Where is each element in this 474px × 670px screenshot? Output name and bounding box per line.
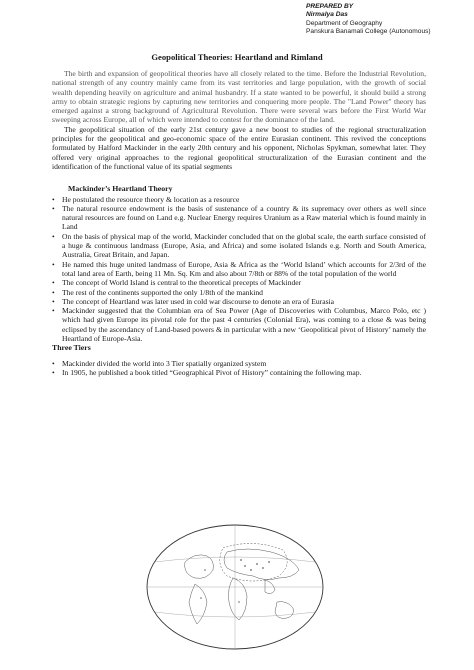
list-item: • The rest of the continents supported the only 1/8th of the mankind xyxy=(52,287,263,297)
author-department: Department of Geography xyxy=(306,19,383,27)
bullet-icon: • xyxy=(52,231,55,241)
bullet-icon: • xyxy=(52,203,55,213)
prepared-by-block xyxy=(306,3,472,36)
bullet-icon: • xyxy=(52,287,55,297)
bullet-icon: • xyxy=(52,259,55,269)
list-item: • He named this huge united landmass of Europe, Asia & Africa as the ‘World Island’ which accounts for 2/3rd of the total land area of Earth, being 11 Mn. Sq. Km and also about 7/8th or 88% of the total population of the world xyxy=(52,259,426,278)
author-college: Panskura Banamali College (Autonomous) xyxy=(306,27,431,35)
section-heading-three-tiers: Three Tiers xyxy=(52,343,91,353)
bullet-icon: • xyxy=(52,278,55,288)
list-item: • Mackinder suggested that the Columbian era of Sea Power (Age of Discoveries with Columbus, Marco Polo, etc ) which had given Europe its pivotal role for the past 4 centuries (Colonial Era), was coming to a close & was being eclipsed by the ascendancy of Land-based powers & in particular with a new ‘Geopolitical pivot of History’ namely the Heartland of Europe-Asia. xyxy=(52,306,426,344)
bullet-icon: • xyxy=(52,194,55,204)
list-item: • Mackinder divided the world into 3 Tier spatially organized system xyxy=(52,358,267,368)
second-paragraph: The geopolitical situation of the early 21st century gave a new boost to studies of the regional structuralization principles for the geopolitical and geo-economic space of the entire Eurasian continent. This revived the conceptions formulated by Halford Mackinder in the early 20th century and his opponent, Nicholas Spykman, somewhat later. They offered very original approaches to the regional geopolitical structuralization of the Eurasian continent and the identification of the functional value of its spatial segments xyxy=(52,124,426,171)
bullet-icon: • xyxy=(52,306,55,316)
list-item: • The concept of Heartland was later used in cold war discourse to denote an era of Eurasia xyxy=(52,296,334,306)
document-title: Geopolitical Theories: Heartland and Rimland xyxy=(151,52,323,62)
author-name: Nirmalya Das xyxy=(306,11,348,19)
prepared-by-label: PREPARED BY xyxy=(306,3,354,10)
list-item: • The natural resource endowment is the basis of sustenance of a country & its supremacy over others as well since natural resources are found on Land e.g. Nuclear Energy requires Uranium as a Raw material which is found mainly in Land xyxy=(52,203,426,232)
section-heading-heartland: Mackinder’s Heartland Theory xyxy=(68,184,173,194)
heartland-bullet-list xyxy=(52,195,426,344)
bullet-icon: • xyxy=(52,296,55,306)
bullet-icon: • xyxy=(52,367,55,377)
list-item: • On the basis of physical map of the world, Mackinder concluded that on the global scale, the earth surface consisted of a huge & continuous landmass (Europe, Asia, and Africa) and some isolated Islands e.g. North and South America, Australia, Great Britain, and Japan. xyxy=(52,231,426,260)
three-tiers-bullet-list xyxy=(52,359,426,378)
list-item: • The concept of World Island is central to the theoretical precepts of Mackinder xyxy=(52,278,302,288)
list-item: • He postulated the resource theory & location as a resource xyxy=(52,194,240,204)
intro-paragraph: The birth and expansion of geopolitical theories have all closely related to the time. Before the Industrial Revolution, national strength of any country mainly came from its vast territories and large population, with the growth of social wealth depending heavily on agriculture and animal husbandry. If a state wanted to be powerful, it should build a strong army to obtain strategic regions by capturing new territories and conquering more people. The "Land Power" theory has emerged against a strong background of Agricultural Revolution. There were several wars before the First World War sweeping across Europe, all of which were intended to contest for the dominance of the land. xyxy=(52,69,426,125)
list-item: • In 1905, he published a book titled “Geographical Pivot of History” containing the following map. xyxy=(52,367,362,377)
document-body xyxy=(52,69,426,377)
world-map-figure xyxy=(145,522,325,652)
bullet-icon: • xyxy=(52,358,55,368)
